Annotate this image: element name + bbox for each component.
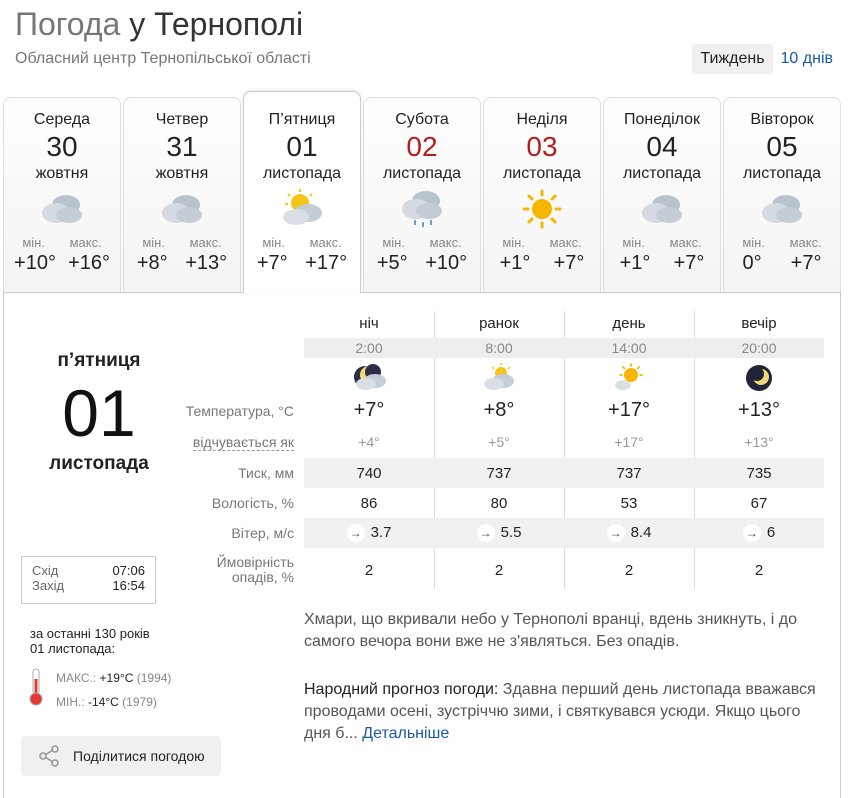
history-max-value: +19°C bbox=[99, 671, 134, 685]
day-name: Вівторок bbox=[750, 111, 814, 128]
min-label: мін. bbox=[382, 235, 405, 250]
day-tab-friday[interactable] bbox=[243, 91, 361, 293]
thermometer-icon bbox=[28, 667, 44, 712]
day-tab-saturday[interactable] bbox=[363, 97, 481, 293]
tab-week[interactable]: Тиждень bbox=[692, 44, 772, 74]
pressure-row bbox=[184, 458, 824, 488]
page-subtitle: Обласний центр Тернопільської області bbox=[15, 50, 311, 67]
day-name: Понеділок bbox=[623, 111, 701, 128]
feels-like-row bbox=[184, 434, 824, 450]
pressure-value: 735 bbox=[746, 464, 772, 482]
day-tabs bbox=[3, 97, 843, 293]
pressure-value: 737 bbox=[486, 464, 512, 482]
history-line-1: за останні 130 років bbox=[30, 626, 150, 641]
sunset-label: Захід bbox=[32, 578, 65, 593]
period-icons-row bbox=[184, 363, 824, 398]
range-tabs bbox=[692, 44, 841, 74]
folk-forecast-text: Здавна перший день листопада вважався проводами осені, зустріччю зими, і святкувався усюди. Якщо цього дня б... bbox=[304, 681, 816, 742]
humidity-value: 53 bbox=[620, 494, 638, 512]
day-month: листопада bbox=[502, 165, 582, 182]
day-tab-wednesday[interactable] bbox=[3, 97, 121, 293]
forecast-description: Хмари, що вкривали небо у Тернополі вранці, вдень зникнуть, і до самого вечора вони вже не з'являться. Без опадів. bbox=[304, 611, 798, 650]
wind-value: 3.7 bbox=[370, 523, 392, 541]
title-city: у Тернополі bbox=[129, 6, 304, 42]
period-time: 8:00 bbox=[485, 340, 513, 356]
wind-value: 8.4 bbox=[630, 523, 652, 541]
max-temp: +10° bbox=[425, 252, 468, 274]
cloudy-icon bbox=[4, 187, 120, 231]
sunset-time: 16:54 bbox=[112, 578, 145, 593]
feels-like-value: +5° bbox=[488, 434, 510, 450]
day-month: листопада bbox=[742, 165, 822, 182]
day-number: 03 bbox=[526, 131, 558, 162]
day-detail-panel bbox=[3, 292, 841, 798]
cloudy-icon bbox=[124, 187, 240, 231]
min-label: мін. bbox=[22, 235, 45, 250]
temperature-row bbox=[184, 399, 824, 422]
wind-arrow-icon: → bbox=[743, 524, 761, 542]
pressure-label: Тиск, мм bbox=[238, 465, 294, 481]
max-label: макс. bbox=[69, 235, 102, 250]
max-label: макс. bbox=[429, 235, 462, 250]
precip-value: 2 bbox=[624, 561, 634, 579]
day-name: Четвер bbox=[155, 111, 209, 128]
share-icon bbox=[37, 744, 61, 768]
humidity-value: 86 bbox=[360, 494, 378, 512]
wind-arrow-icon: → bbox=[477, 524, 495, 542]
precipitation-row bbox=[184, 555, 824, 585]
temperature-value: +7° bbox=[353, 399, 385, 421]
day-month: жовтня bbox=[35, 165, 89, 182]
wind-arrow-icon: → bbox=[607, 524, 625, 542]
period-time: 14:00 bbox=[611, 340, 647, 356]
day-name: П’ятниця bbox=[268, 111, 336, 128]
day-name: Середа bbox=[33, 111, 91, 128]
humidity-row bbox=[184, 488, 824, 518]
night-cloudy-icon bbox=[304, 363, 434, 398]
temperature-label: Температура, °C bbox=[185, 403, 294, 419]
precip-label-1: Ймовірність bbox=[216, 554, 294, 570]
min-temp: 0° bbox=[742, 252, 762, 274]
feels-like-value: +17° bbox=[614, 434, 644, 450]
humidity-value: 80 bbox=[490, 494, 508, 512]
period-names-row bbox=[184, 315, 824, 332]
min-temp: +1° bbox=[499, 252, 531, 274]
min-label: мін. bbox=[502, 235, 525, 250]
share-button[interactable] bbox=[21, 736, 221, 776]
period-time: 20:00 bbox=[741, 340, 777, 356]
day-tab-tuesday[interactable] bbox=[723, 97, 841, 293]
precip-value: 2 bbox=[494, 561, 504, 579]
max-temp: +13° bbox=[185, 252, 228, 274]
period-time: 2:00 bbox=[355, 340, 383, 356]
feels-like-value: +4° bbox=[358, 434, 380, 450]
sunrise-sunset bbox=[21, 556, 156, 604]
tab-10-days[interactable]: 10 днів bbox=[780, 50, 833, 67]
min-temp: +8° bbox=[136, 252, 168, 274]
wind-value: 5.5 bbox=[500, 523, 522, 541]
humidity-value: 67 bbox=[750, 494, 768, 512]
humidity-label: Вологість, % bbox=[211, 495, 294, 511]
temperature-value: +8° bbox=[483, 399, 515, 421]
history-max-label: МАКС.: bbox=[56, 671, 97, 685]
period-name: ранок bbox=[479, 315, 519, 332]
day-tab-sunday[interactable] bbox=[483, 97, 601, 293]
history-max-year: (1994) bbox=[136, 671, 172, 685]
max-label: макс. bbox=[549, 235, 582, 250]
min-label: мін. bbox=[262, 235, 285, 250]
sunrise-time: 07:06 bbox=[112, 563, 145, 578]
wind-label: Вітер, м/с bbox=[231, 525, 294, 541]
precip-value: 2 bbox=[364, 561, 374, 579]
max-label: макс. bbox=[189, 235, 222, 250]
day-month: жовтня bbox=[155, 165, 209, 182]
sunrise-label: Схід bbox=[32, 563, 59, 578]
selected-weekday: п’ятниця bbox=[57, 350, 141, 371]
day-month: листопада bbox=[622, 165, 702, 182]
day-number: 31 bbox=[166, 131, 198, 162]
day-number: 01 bbox=[286, 131, 318, 162]
period-name: день bbox=[612, 315, 646, 332]
min-temp: +5° bbox=[376, 252, 408, 274]
sun-cloud-icon bbox=[564, 363, 694, 398]
day-month: листопада bbox=[382, 165, 462, 182]
selected-day-number: 01 bbox=[62, 376, 136, 450]
day-month: листопада bbox=[262, 165, 342, 182]
title-prefix: Погода bbox=[15, 6, 130, 42]
history-min-year: (1979) bbox=[122, 695, 157, 709]
max-temp: +17° bbox=[305, 252, 348, 274]
cloud-rain-icon bbox=[364, 187, 480, 231]
min-label: мін. bbox=[142, 235, 165, 250]
selected-month: листопада bbox=[49, 453, 149, 474]
sun-icon bbox=[484, 187, 600, 231]
history-min-value: -14°C bbox=[88, 695, 119, 709]
max-label: макс. bbox=[309, 235, 342, 250]
wind-arrow-icon: → bbox=[347, 524, 365, 542]
history-heading bbox=[30, 626, 150, 656]
day-tab-monday[interactable] bbox=[603, 97, 721, 293]
day-name: Субота bbox=[395, 111, 449, 128]
min-label: мін. bbox=[622, 235, 645, 250]
precip-label-2: опадів, % bbox=[231, 569, 294, 585]
read-more-link[interactable]: Детальніше bbox=[362, 725, 450, 742]
temperature-value: +13° bbox=[738, 399, 780, 421]
share-label: Поділитися погодою bbox=[73, 748, 205, 764]
min-temp: +10° bbox=[14, 252, 56, 274]
partly-cloudy-icon bbox=[244, 187, 360, 231]
wind-value: 6 bbox=[766, 523, 776, 541]
day-tab-thursday[interactable] bbox=[123, 97, 241, 293]
page-title bbox=[15, 6, 303, 43]
min-temp: +1° bbox=[619, 252, 651, 274]
folk-forecast-lead: Народний прогноз погоди: bbox=[304, 681, 499, 698]
min-label: мін. bbox=[742, 235, 765, 250]
history-min-label: МІН.: bbox=[56, 695, 85, 709]
feels-like-label[interactable]: відчувається як bbox=[192, 434, 294, 450]
cloudy-icon bbox=[604, 187, 720, 231]
cloudy-icon bbox=[724, 187, 840, 231]
day-number: 04 bbox=[646, 131, 678, 162]
day-name: Неділя bbox=[516, 111, 568, 128]
pressure-value: 737 bbox=[616, 464, 642, 482]
feels-like-value: +13° bbox=[744, 434, 774, 450]
folk-forecast bbox=[304, 679, 824, 745]
max-label: макс. bbox=[669, 235, 702, 250]
day-number: 05 bbox=[766, 131, 798, 162]
day-number: 30 bbox=[46, 131, 78, 162]
period-name: ніч bbox=[359, 315, 379, 332]
pressure-value: 740 bbox=[356, 464, 382, 482]
period-name: вечір bbox=[741, 315, 777, 332]
moon-icon bbox=[694, 363, 824, 398]
day-number: 02 bbox=[406, 131, 438, 162]
period-times-row bbox=[184, 338, 824, 358]
history-records bbox=[56, 666, 171, 714]
max-temp: +7° bbox=[673, 252, 705, 274]
min-temp: +7° bbox=[256, 252, 288, 274]
history-line-2: 01 листопада: bbox=[30, 641, 116, 656]
temperature-value: +17° bbox=[608, 399, 650, 421]
max-temp: +16° bbox=[68, 252, 110, 274]
partly-cloudy-icon bbox=[434, 363, 564, 398]
precip-value: 2 bbox=[754, 561, 764, 579]
max-temp: +7° bbox=[553, 252, 585, 274]
max-label: макс. bbox=[789, 235, 822, 250]
wind-row bbox=[184, 518, 824, 548]
max-temp: +7° bbox=[790, 252, 822, 274]
